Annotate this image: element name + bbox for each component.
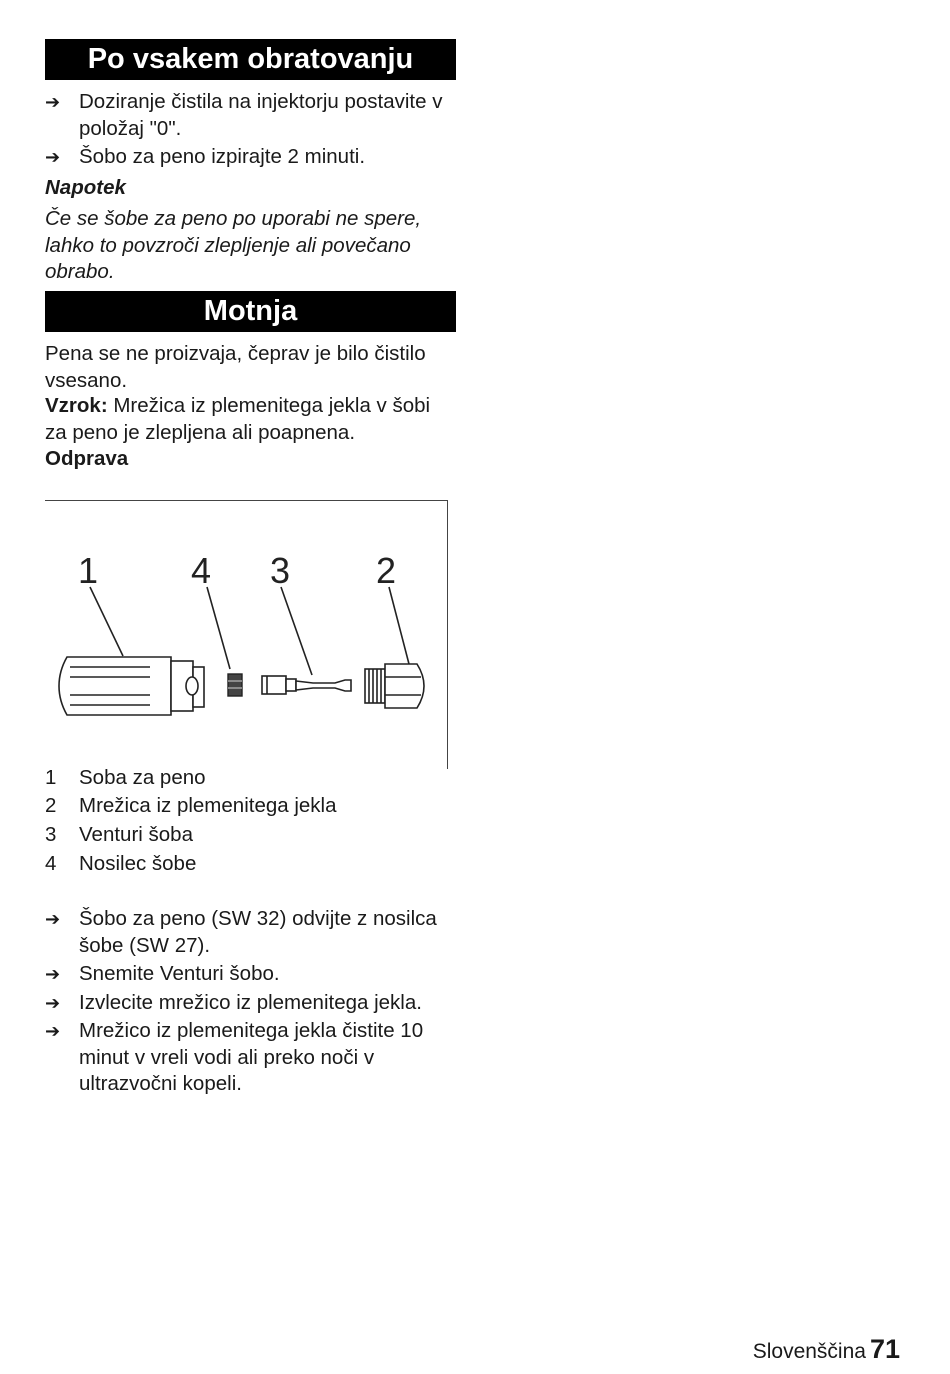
arrow-right-icon: ➔ — [45, 964, 61, 984]
problem-text: Pena se ne proizvaja, čeprav je bilo čistilo vsesano. — [45, 342, 426, 392]
legend-number: 4 — [45, 852, 57, 875]
page-number: 71 — [869, 1334, 900, 1364]
note-text: Če se šobe za peno po uporabi ne spere, lahko to povzroči zlepljenje ali povečano obrabo. — [45, 207, 422, 283]
arrow-right-icon: ➔ — [45, 909, 61, 929]
legend-item — [45, 793, 337, 819]
footer-language: Slovenščina — [752, 1340, 866, 1363]
venturi-nozzle-part — [262, 676, 351, 694]
cause-label: Vzrok: — [45, 394, 108, 417]
step-text: Mrežico iz plemenitega jekla čistite 10 minut v vreli vodi ali preko noči v ultrazvočni kopeli. — [79, 1019, 424, 1095]
instruction-step — [45, 906, 455, 959]
instruction-step — [45, 144, 455, 171]
callout-2: 2 — [376, 550, 397, 591]
legend-label: Mrežica iz plemenitega jekla — [79, 794, 337, 817]
arrow-right-icon: ➔ — [45, 1021, 61, 1041]
remedy-label: Odprava — [45, 447, 129, 470]
mesh-part — [365, 664, 424, 708]
legend-item — [45, 822, 193, 848]
callout-4: 4 — [191, 550, 212, 591]
legend-item — [45, 851, 196, 877]
callout-1: 1 — [78, 550, 99, 591]
legend-number: 2 — [45, 794, 57, 817]
leader-line — [90, 587, 123, 656]
legend-label: Venturi šoba — [79, 823, 193, 846]
legend-number: 1 — [45, 766, 57, 789]
note-label: Napotek — [45, 176, 126, 199]
instruction-step — [45, 1018, 455, 1098]
instruction-step — [45, 961, 455, 988]
instruction-step — [45, 990, 455, 1017]
legend-number: 3 — [45, 823, 57, 846]
callout-3: 3 — [270, 550, 291, 591]
arrow-right-icon: ➔ — [45, 147, 61, 167]
step-text: Šobo za peno (SW 32) odvijte z nosilca šobe (SW 27). — [79, 907, 437, 957]
step-text: Izvlecite mrežico iz plemenitega jekla. — [79, 991, 422, 1014]
section-heading-fault: Motnja — [45, 291, 456, 332]
arrow-right-icon: ➔ — [45, 993, 61, 1013]
section-heading-after-operation: Po vsakem obratovanju — [45, 39, 456, 80]
instruction-step — [45, 89, 455, 142]
arrow-right-icon: ➔ — [45, 92, 61, 112]
nozzle-exploded-figure — [45, 500, 448, 769]
step-text: Snemite Venturi šobo. — [79, 962, 280, 985]
leader-line — [281, 587, 312, 675]
cause-text: Mrežica iz plemenitega jekla v šobi za peno je zlepljena ali poapnena. — [45, 394, 431, 444]
nozzle-holder-part — [228, 674, 242, 696]
page-footer — [753, 1334, 900, 1365]
cause-paragraph — [45, 393, 453, 446]
step-text: Doziranje čistila na injektorju postavite v položaj "0". — [79, 90, 443, 140]
leader-line — [389, 587, 409, 664]
step-text: Šobo za peno izpirajte 2 minuti. — [79, 145, 366, 168]
foam-nozzle-part — [59, 657, 204, 715]
legend-label: Nosilec šobe — [79, 852, 197, 875]
leader-line — [207, 587, 230, 669]
legend-item — [45, 765, 206, 791]
legend-label: Soba za peno — [79, 766, 206, 789]
